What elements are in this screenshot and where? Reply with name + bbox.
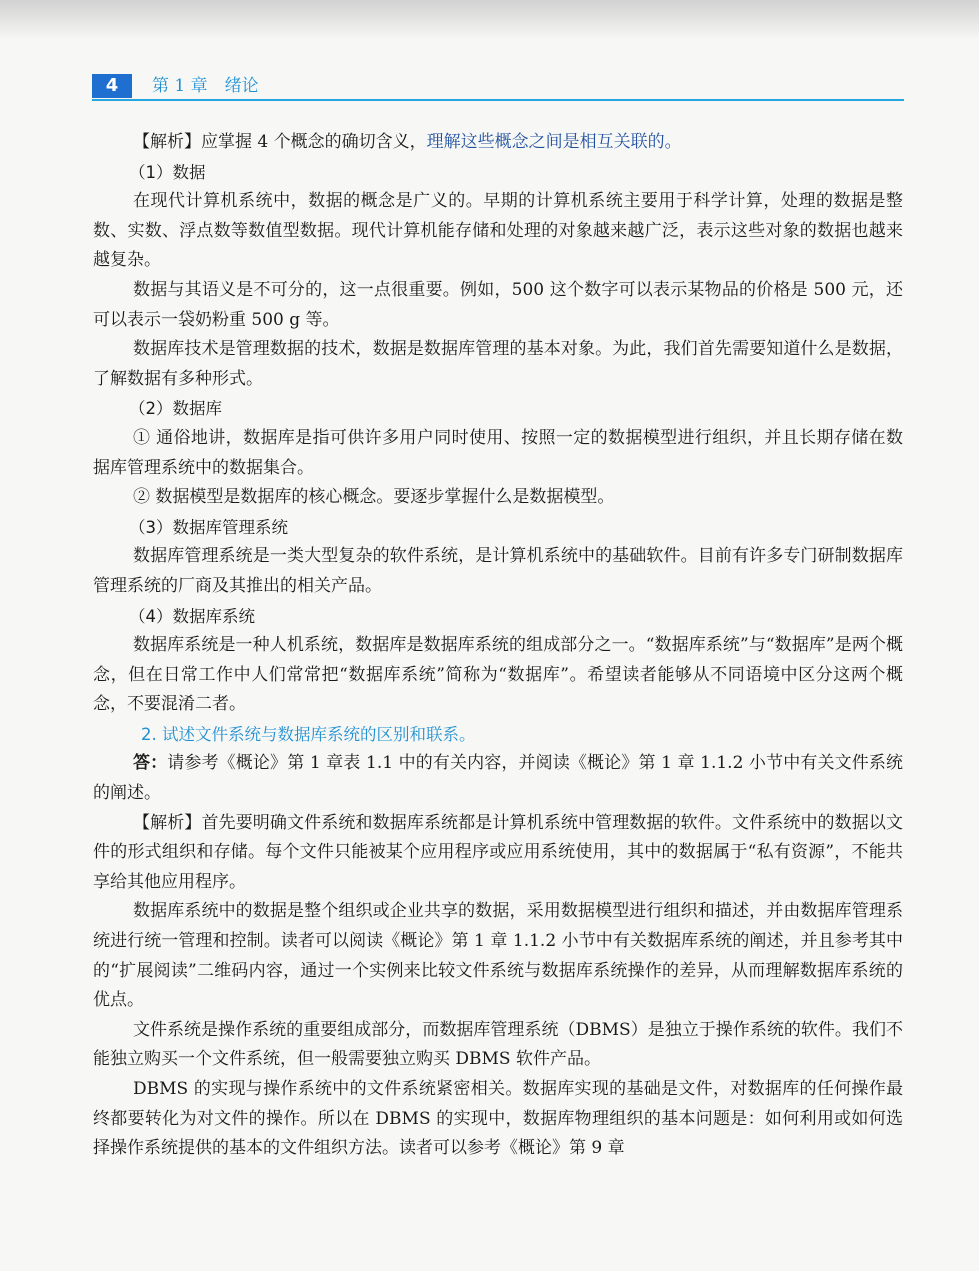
chapter-title: 第 1 章 绪论 xyxy=(152,76,259,96)
analysis-paragraph xyxy=(93,809,903,898)
analysis-text: 应掌握 4 个概念的确切含义， xyxy=(201,132,427,152)
heading-database: （2）数据库 xyxy=(129,399,222,419)
analysis-label: 【解析】 xyxy=(133,812,202,833)
answer-label: 答： xyxy=(133,753,168,774)
paragraph: 数据与其语义是不可分的，这一点很重要。例如，500 这个数字可以表示某物品的价格是 500 元，还可以表示一袋奶粉重 500 g 等。 xyxy=(93,279,903,330)
heading-data: （1）数据 xyxy=(129,162,206,182)
scan-top-shadow xyxy=(0,0,979,40)
analysis-paragraph xyxy=(93,128,903,158)
paragraph: 数据库系统是一种人机系统，数据库是数据库系统的组成部分之一。“数据库系统”与“数据库”是两个概念，但在日常工作中人们常常把“数据库系统”简称为“数据库”。希望读者能够从不同语境中区分这两个概念，不要混淆二者。 xyxy=(93,635,903,715)
paragraph: ① 通俗地讲，数据库是指可供许多用户同时使用、按照一定的数据模型进行组织，并且长期存储在数据库管理系统中的数据集合。 xyxy=(93,427,903,478)
heading-dbms: （3）数据库管理系统 xyxy=(129,517,288,537)
analysis-emphasis: 理解这些概念之间是相互关联的。 xyxy=(426,132,682,152)
paragraph: ② 数据模型是数据库的核心概念。要逐步掌握什么是数据模型。 xyxy=(133,487,615,508)
heading-db-system: （4）数据库系统 xyxy=(129,606,255,626)
paragraph: 数据库管理系统是一类大型复杂的软件系统，是计算机系统中的基础软件。目前有许多专门研制数据库管理系统的厂商及其推出的相关产品。 xyxy=(93,546,903,596)
paragraph: 数据库系统中的数据是整个组织或企业共享的数据，采用数据模型进行组织和描述，并由数据库管理系统进行统一管理和控制。读者可以阅读《概论》第 1 章 1.1.2 小节中有关数据库系统的阐述，并且参考其中的“扩展阅读”二维码内容，通过一个实例来比较文件系统与数据库系统操作的差异，从而理解数据库系统的优点。 xyxy=(93,901,903,1011)
page-body xyxy=(93,128,903,1164)
answer-paragraph xyxy=(93,749,903,808)
analysis-label: 【解析】 xyxy=(133,132,201,152)
paragraph: 在现代计算机系统中，数据的概念是广义的。早期的计算机系统主要用于科学计算，处理的数据是整数、实数、浮点数等数值型数据。现代计算机能存储和处理的对象越来越广泛，表示这些对象的数据也越来越复杂。 xyxy=(93,191,903,271)
paragraph: DBMS 的实现与操作系统中的文件系统紧密相关。数据库实现的基础是文件，对数据库的任何操作最终都要转化为对文件的操作。所以在 DBMS 的实现中，数据库物理组织的基本问题是：如何利用或如何选择操作系统提供的基本的文件组织方法。读者可以参考《概论》第 9 章 xyxy=(93,1079,903,1159)
page-header xyxy=(92,74,904,100)
analysis-text: 首先要明确文件系统和数据库系统都是计算机系统中管理数据的软件。文件系统中的数据以文件的形式组织和存储。每个文件只能被某个应用程序或应用系统使用，其中的数据属于“私有资源”，不能共享给其他应用程序。 xyxy=(93,812,904,892)
paragraph: 文件系统是操作系统的重要组成部分，而数据库管理系统（DBMS）是独立于操作系统的软件。我们不能独立购买一个文件系统，但一般需要独立购买 DBMS 软件产品。 xyxy=(93,1019,903,1070)
paragraph: 数据库技术是管理数据的技术，数据是数据库管理的基本对象。为此，我们首先需要知道什么是数据，了解数据有多种形式。 xyxy=(93,339,903,389)
header-rule xyxy=(92,99,904,101)
question-2: 2. 试述文件系统与数据库系统的区别和联系。 xyxy=(141,724,476,744)
answer-text: 请参考《概论》第 1 章表 1.1 中的有关内容，并阅读《概论》第 1 章 1.1.2 小节中有关文件系统的阐述。 xyxy=(93,753,903,804)
page-number: 4 xyxy=(92,74,132,98)
